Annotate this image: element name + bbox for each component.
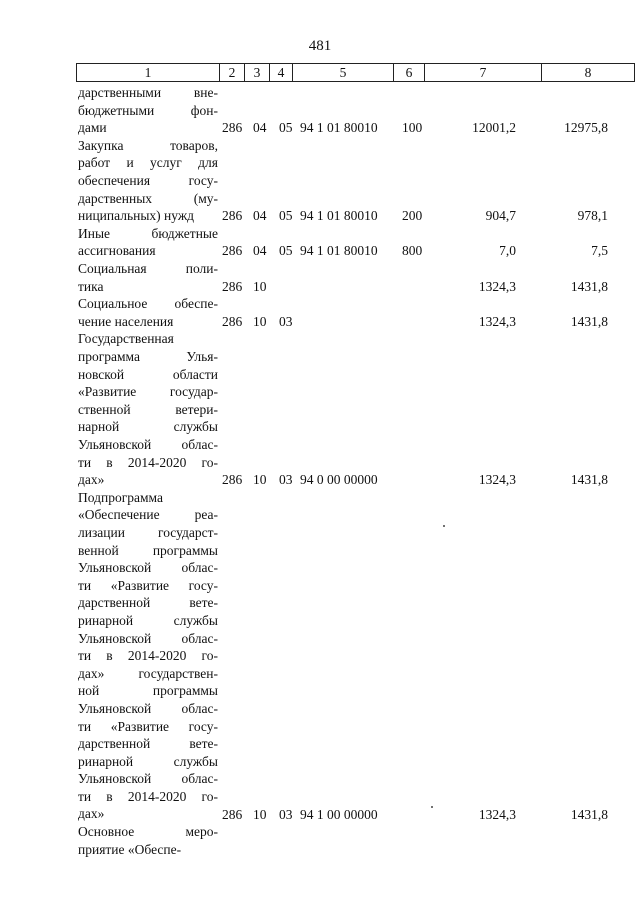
- cell-c2: 286: [222, 120, 243, 136]
- cell-c2: 286: [222, 806, 243, 822]
- description-line: бюджетными фон-: [78, 102, 218, 118]
- cell-c4: 05: [279, 243, 293, 259]
- cell-c7: 7,0: [499, 243, 516, 259]
- description-line: программа Улья-: [78, 348, 218, 364]
- cell-c3: 10: [253, 806, 267, 822]
- column-header-5: 5: [293, 64, 394, 82]
- cell-c7: 1324,3: [478, 278, 516, 294]
- scan-speck: [431, 806, 433, 808]
- cell-c7: 12001,2: [472, 120, 516, 136]
- cell-c4: 05: [279, 208, 293, 224]
- table-row: [0, 823, 640, 858]
- cell-c8: 1431,8: [570, 806, 608, 822]
- cell-c3: 04: [253, 120, 267, 136]
- cell-c4: 03: [279, 313, 293, 329]
- description-line: ти в 2014-2020 го-: [78, 648, 218, 664]
- description-line: дах»: [78, 472, 105, 488]
- cell-c5: 94 1 01 80010: [300, 120, 378, 136]
- row-description: [78, 225, 218, 260]
- cell-c5: 94 1 01 80010: [300, 208, 378, 224]
- description-line: обеспечения госу-: [78, 172, 218, 188]
- description-line: ной программы: [78, 683, 218, 699]
- description-line: «Обеспечение реа-: [78, 507, 218, 523]
- row-description: [78, 489, 218, 823]
- description-line: Социальная поли-: [78, 261, 218, 276]
- description-line: приятие «Обеспе-: [78, 841, 182, 857]
- table-row: [0, 260, 640, 295]
- description-line: Основное меро-: [78, 824, 218, 840]
- cell-c3: 10: [253, 313, 267, 329]
- cell-c3: 10: [253, 278, 267, 294]
- row-description: [78, 260, 218, 295]
- cell-c2: 286: [222, 472, 243, 488]
- cell-c5: 94 1 01 80010: [300, 243, 378, 259]
- cell-c6: 200: [402, 208, 423, 224]
- cell-c8: 7,5: [591, 243, 608, 259]
- cell-c4: 03: [279, 806, 293, 822]
- description-line: Закупка товаров,: [78, 137, 218, 153]
- description-line: дарственной вете-: [78, 595, 218, 611]
- description-line: Ульяновской облас-: [78, 771, 218, 787]
- cell-c3: 04: [253, 243, 267, 259]
- description-line: Подпрограмма: [78, 489, 163, 505]
- cell-c7: 1324,3: [478, 472, 516, 488]
- description-line: Ульяновской облас-: [78, 560, 218, 576]
- description-line: ниципальных) нужд: [78, 208, 195, 224]
- cell-c5: 94 0 00 00000: [300, 472, 378, 488]
- cell-c7: 1324,3: [478, 313, 516, 329]
- cell-c7: 904,7: [485, 208, 516, 224]
- row-description: [78, 823, 218, 858]
- description-line: ственной ветери-: [78, 401, 218, 417]
- description-line: новской области: [78, 366, 218, 382]
- table-row: [0, 295, 640, 330]
- cell-c3: 04: [253, 208, 267, 224]
- row-description: [78, 84, 218, 137]
- description-line: дами: [78, 120, 107, 136]
- description-line: ти «Развитие госу-: [78, 577, 218, 593]
- description-line: венной программы: [78, 542, 218, 558]
- column-header-6: 6: [394, 64, 425, 82]
- description-line: Ульяновской облас-: [78, 700, 218, 716]
- description-line: ассигнования: [78, 243, 156, 259]
- cell-c4: 03: [279, 472, 293, 488]
- page-number: 481: [308, 38, 332, 54]
- description-line: ти в 2014-2020 го-: [78, 788, 218, 804]
- cell-c2: 286: [222, 313, 243, 329]
- cell-c7: 1324,3: [478, 806, 516, 822]
- description-line: ринарной службы: [78, 753, 218, 769]
- description-line: чение населения: [78, 313, 174, 329]
- description-line: работ и услуг для: [78, 155, 218, 171]
- column-header-row: [76, 63, 635, 82]
- row-description: [78, 295, 218, 330]
- description-line: нарной службы: [78, 419, 218, 435]
- description-line: дарственных (му-: [78, 190, 218, 206]
- scan-speck: [443, 525, 445, 527]
- cell-c4: 05: [279, 120, 293, 136]
- description-line: ти в 2014-2020 го-: [78, 454, 218, 470]
- column-header-1: 1: [77, 64, 220, 82]
- description-line: «Развитие государ-: [78, 384, 218, 400]
- description-line: ти «Развитие госу-: [78, 718, 218, 734]
- column-header-7: 7: [425, 64, 542, 82]
- description-line: дарственными вне-: [78, 85, 218, 100]
- description-line: дах» государствен-: [78, 665, 218, 681]
- description-line: Иные бюджетные: [78, 225, 218, 241]
- cell-c8: 1431,8: [570, 472, 608, 488]
- cell-c8: 12975,8: [564, 120, 608, 136]
- description-line: Ульяновской облас-: [78, 630, 218, 646]
- table-row: [0, 489, 640, 823]
- row-description: [78, 330, 218, 488]
- row-description: [78, 137, 218, 225]
- table-row: [0, 137, 640, 225]
- cell-c5: 94 1 00 00000: [300, 806, 378, 822]
- cell-c2: 286: [222, 278, 243, 294]
- description-line: дарственной вете-: [78, 736, 218, 752]
- description-line: Государственная: [78, 331, 174, 347]
- column-header-4: 4: [270, 64, 293, 82]
- table-row: [0, 84, 640, 137]
- cell-c3: 10: [253, 472, 267, 488]
- description-line: Ульяновской облас-: [78, 436, 218, 452]
- cell-c2: 286: [222, 208, 243, 224]
- cell-c6: 800: [402, 243, 423, 259]
- description-line: ринарной службы: [78, 612, 218, 628]
- column-header-8: 8: [542, 64, 635, 82]
- cell-c8: 1431,8: [570, 313, 608, 329]
- cell-c8: 978,1: [577, 208, 608, 224]
- description-line: дах»: [78, 806, 105, 822]
- table-row: [0, 330, 640, 488]
- table-row: [0, 225, 640, 260]
- description-line: лизации государст-: [78, 524, 218, 540]
- cell-c2: 286: [222, 243, 243, 259]
- column-header-2: 2: [220, 64, 245, 82]
- cell-c8: 1431,8: [570, 278, 608, 294]
- description-line: Социальное обеспе-: [78, 296, 218, 312]
- description-line: тика: [78, 278, 104, 294]
- cell-c6: 100: [402, 120, 423, 136]
- column-header-3: 3: [245, 64, 270, 82]
